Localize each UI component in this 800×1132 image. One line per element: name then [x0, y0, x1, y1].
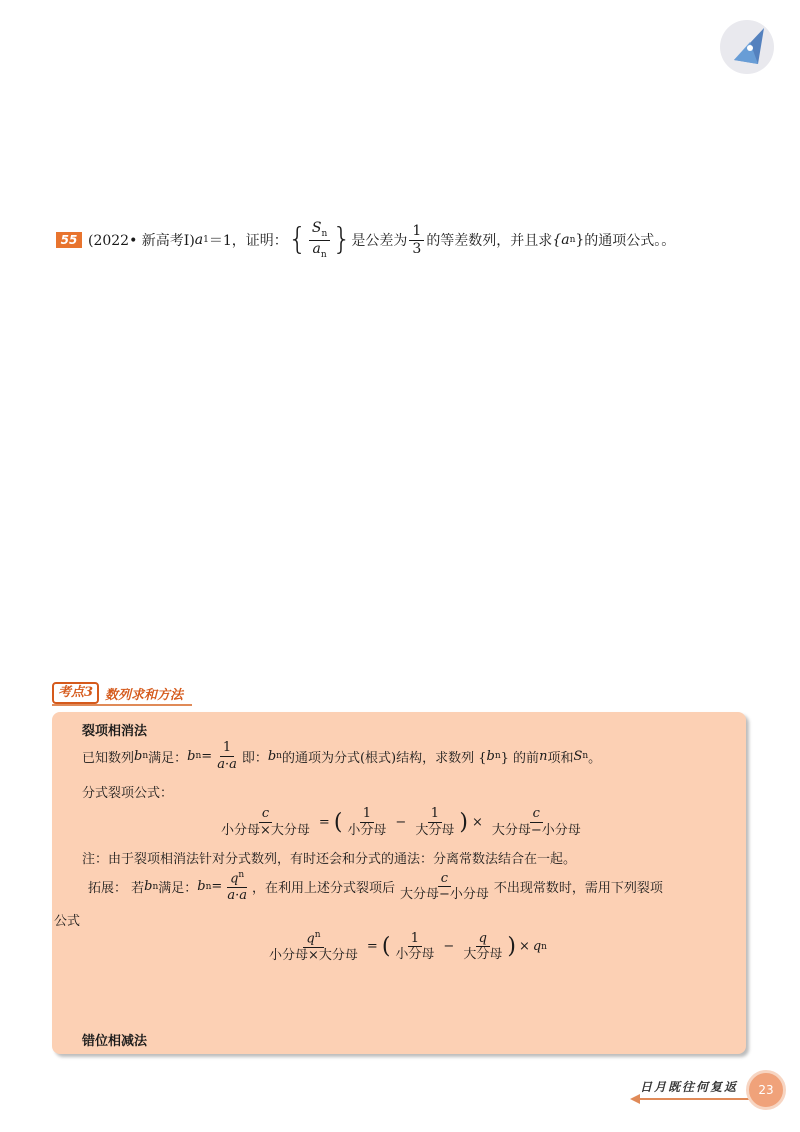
logo	[720, 20, 774, 74]
line-formula-label: 分式裂项公式：	[82, 786, 174, 801]
heading-split-term: 裂项相消法	[82, 724, 148, 739]
line-extension: 拓展： 若 b n 满足： b n = $\frac{q^n}{a\cdot a}$ ，在利用上述分式裂项后 $\frac{c}{\text{大分母−小分母}}$ 不出现常数时，需用下列裂项	[88, 870, 663, 903]
line-definition: 已知数列 b n 满足： b n = $\frac{1}{a\cdot a}$ 即： b n 的通项为分式(根式)结构，求数列 { b n } 的前 n 项和 S n 。	[82, 740, 602, 772]
fraction-one-third: $\frac{1}{3}$	[409, 223, 424, 258]
note: 注：由于裂项相消法针对分式数列，有时还会和分式的通法：分离常数法结合在一起。	[82, 852, 577, 867]
problem-number-badge: 55	[56, 232, 82, 248]
fraction-sn-an: $\frac{S_n}{a_n}$	[309, 220, 330, 260]
section-title	[52, 682, 183, 704]
line-extension-cont: 公式	[54, 914, 81, 929]
section-badge: 考点3	[52, 682, 99, 704]
formula-1: $\frac{c}{\text{小分母×大分母}}$ = ( $\frac{1}{\text{小分母}}$ − $\frac{1}{\text{大分母}}$ ) × $\frac{c}{\text{大分母−小分母}}$	[221, 806, 581, 838]
right-brace: }	[332, 222, 352, 258]
problem-source: (2022• 新高考Ⅰ)	[88, 233, 195, 250]
footer-line	[640, 1098, 750, 1100]
section-underline	[52, 704, 192, 706]
page-number: 23	[746, 1070, 786, 1110]
formula-2: $\frac{q^n}{\text{小分母×大分母}}$ = ( $\frac{1}{\text{小分母}}$ − $\frac{q}{\text{大分母}}$ ) × q n	[269, 930, 547, 963]
problem-55: 55 (2022• 新高考Ⅰ) a 1 ＝1，证明： { $\frac{S_n}{a_n}$ } 是公差为 $\frac{1}{3}$ 的等差数列，并且求 {a n } 的通项公式。。	[56, 220, 675, 260]
heading-offset-subtract: 错位相减法	[82, 1034, 148, 1049]
section-name: 数列求和方法	[105, 687, 184, 703]
footer-arrow-icon	[630, 1094, 640, 1104]
left-brace: {	[287, 222, 307, 258]
footer-slogan: 日月既往何复返	[640, 1080, 739, 1094]
method-box	[52, 712, 746, 1054]
